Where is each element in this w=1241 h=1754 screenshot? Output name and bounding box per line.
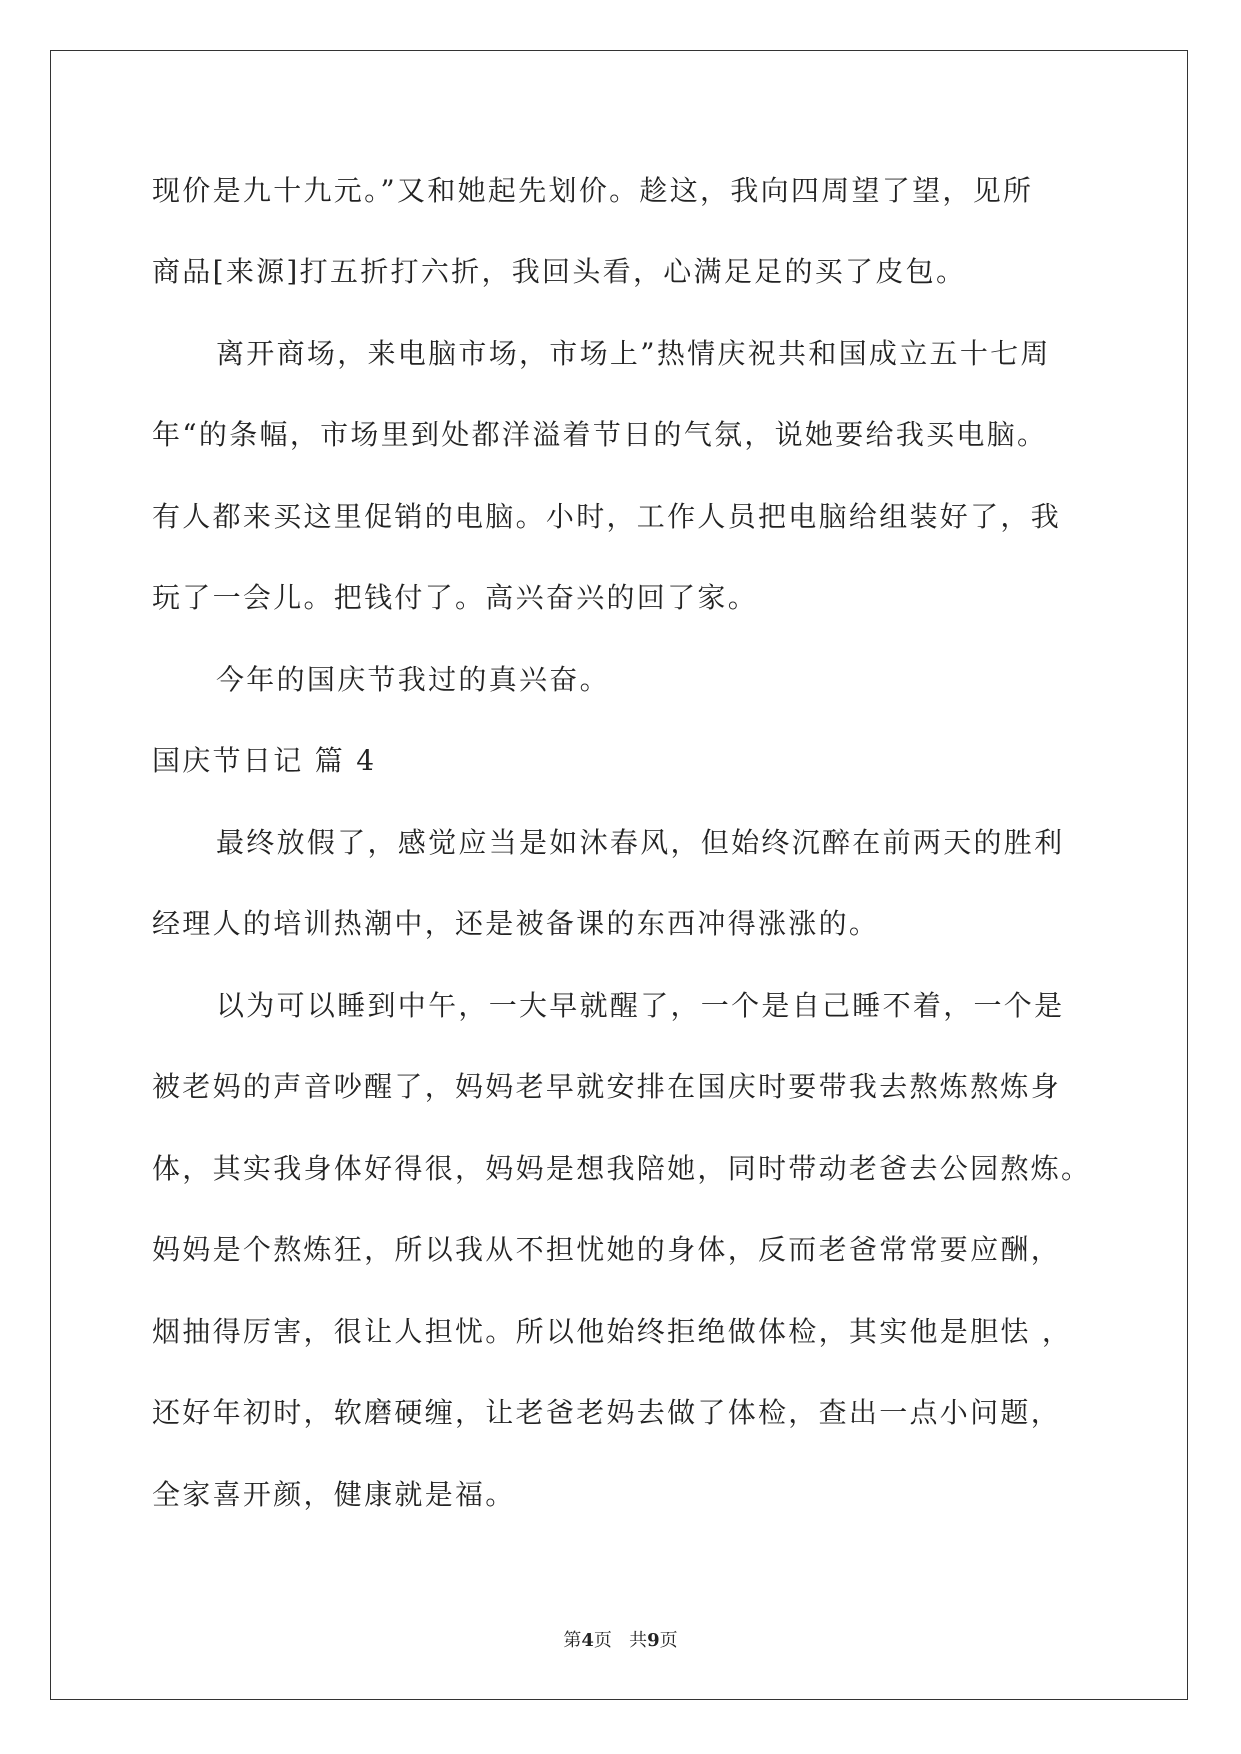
page-frame xyxy=(50,50,1188,1700)
text-line: 体，其实我身体好得很，妈妈是想我陪她，同时带动老爸去公园熬炼。 xyxy=(152,1152,1092,1185)
text-line: 现价是九十九元。”又和她起先划价。趁这，我向四周望了望，见所 xyxy=(152,174,1034,207)
text-line: 年“的条幅，市场里到处都洋溢着节日的气氛，说她要给我买电脑。 xyxy=(152,418,1048,451)
text-line: 经理人的培训热潮中，还是被备课的东西冲得涨涨的。 xyxy=(152,907,880,940)
text-line: 商品[来源]打五折打六折，我回头看，心满足足的买了皮包。 xyxy=(152,255,967,288)
page-prefix: 第 xyxy=(563,1630,582,1651)
page-mid: 页 共 xyxy=(593,1630,648,1651)
page-number-footer xyxy=(0,1629,1241,1653)
page-suffix: 页 xyxy=(659,1630,678,1651)
text-line: 最终放假了，感觉应当是如沐春风，但始终沉醉在前两天的胜利 xyxy=(216,826,1065,859)
current-page-number: 4 xyxy=(581,1630,594,1651)
text-line: 以为可以睡到中午，一大早就醒了，一个是自己睡不着，一个是 xyxy=(216,989,1065,1022)
total-page-number: 9 xyxy=(647,1630,660,1651)
text-line: 还好年初时，软磨硬缠，让老爸老妈去做了体检，查出一点小问题， xyxy=(152,1396,1062,1429)
text-line: 妈妈是个熬炼狂，所以我从不担忧她的身体，反而老爸常常要应酬， xyxy=(152,1233,1062,1266)
text-line: 玩了一会儿。把钱付了。高兴奋兴的回了家。 xyxy=(152,581,759,614)
text-line: 烟抽得厉害，很让人担忧。所以他始终拒绝做体检，其实他是胆怯 ， xyxy=(152,1315,1073,1348)
text-line: 全家喜开颜，健康就是福。 xyxy=(152,1478,516,1511)
text-line: 被老妈的声音吵醒了，妈妈老早就安排在国庆时要带我去熬炼熬炼身 xyxy=(152,1070,1062,1103)
text-line: 今年的国庆节我过的真兴奋。 xyxy=(216,663,610,696)
text-line: 有人都来买这里促销的电脑。小时，工作人员把电脑给组装好了，我 xyxy=(152,500,1062,533)
section-heading: 国庆节日记 篇 4 xyxy=(152,744,377,777)
text-line: 离开商场，来电脑市场，市场上”热情庆祝共和国成立五十七周 xyxy=(216,337,1051,370)
